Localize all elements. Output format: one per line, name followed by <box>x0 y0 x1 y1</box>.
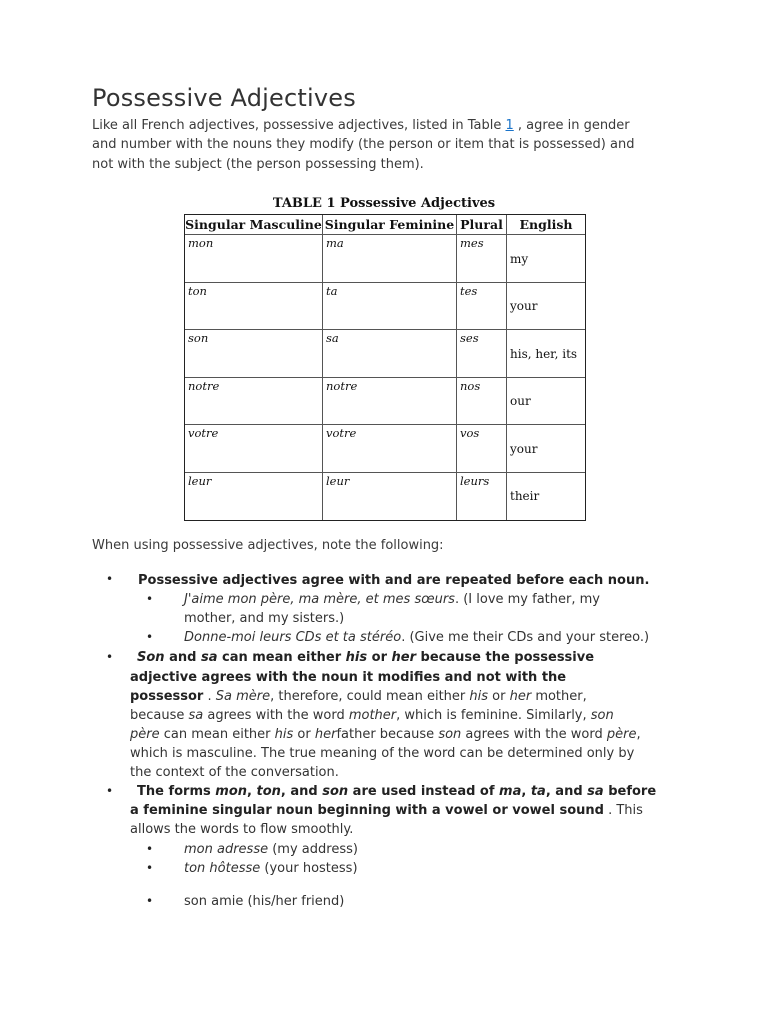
bullet-1-heading: Possessive adjectives agree with and are repeated before each noun. <box>138 573 650 588</box>
example-english: . (Give me their CDs and your stereo.) <box>401 630 650 645</box>
table-cell-french: mes <box>457 235 507 283</box>
table-cell-french: ta <box>323 283 457 331</box>
table-cell-english: his, her, its <box>507 330 585 378</box>
text: , therefore, could mean either <box>270 689 470 704</box>
text: can mean either <box>159 727 275 742</box>
table-cell-french: tes <box>457 283 507 331</box>
text: , and <box>280 784 323 799</box>
word-ma: ma <box>499 784 522 799</box>
intro-text: Like all French adjectives, possessive adjectives, listed in Table <box>92 118 502 133</box>
word-his: his <box>274 727 294 742</box>
table-header-cell: Singular Feminine <box>323 215 457 235</box>
text: . <box>203 689 216 704</box>
text: agrees with the word <box>461 727 607 742</box>
table-cell-french: notre <box>185 378 323 426</box>
example-french: mon adresse <box>184 842 269 857</box>
possessive-adjectives-table <box>184 214 586 521</box>
table-cell-french: sa <box>323 330 457 378</box>
text: or <box>293 727 315 742</box>
example-english: . (I love my father, my <box>454 592 600 607</box>
table-cell-french: leur <box>323 473 457 521</box>
table-row <box>185 235 585 283</box>
example-french: Donne-moi leurs CDs et ta stéréo <box>184 630 402 645</box>
table-row <box>185 283 585 331</box>
word-pere: père <box>130 727 160 742</box>
intro-text-cont: , agree in gender <box>513 118 630 133</box>
text: before <box>603 784 657 799</box>
bullet-3-example-1 <box>184 840 358 859</box>
example-english: (your hostess) <box>260 861 358 876</box>
text: , <box>521 784 531 799</box>
table-cell-french: votre <box>185 425 323 473</box>
table-cell-english: your <box>507 425 585 473</box>
word-son: Son <box>137 650 165 665</box>
bullet-2-line-2: adjective agrees with the noun it modifies and not with the <box>130 670 567 685</box>
table-header-cell: Plural <box>457 215 507 235</box>
bullet-1-example-1 <box>184 590 600 609</box>
text: mother, <box>531 689 587 704</box>
table-cell-english: our <box>507 378 585 426</box>
table-caption: TABLE 1 Possessive Adjectives <box>272 196 496 211</box>
bullet-dot: • <box>106 784 114 798</box>
text: are used instead of <box>348 784 500 799</box>
word-son: son <box>322 784 349 799</box>
word-her: her <box>509 689 532 704</box>
word-sa-mere: Sa mère <box>215 689 271 704</box>
example-french: J'aime mon père, ma mère, et mes sœurs <box>184 592 455 607</box>
sub-bullet-dot: • <box>146 842 154 856</box>
table-row <box>185 473 585 521</box>
text: can mean either <box>217 650 346 665</box>
text: , <box>636 727 641 742</box>
word-possessor: possessor <box>130 689 204 704</box>
text: , and <box>545 784 588 799</box>
bullet-dot: • <box>106 650 114 664</box>
table-header-row <box>185 215 585 235</box>
sub-bullet-dot: • <box>146 861 154 875</box>
table-cell-french: nos <box>457 378 507 426</box>
text: because the possessive <box>416 650 595 665</box>
bullet-2-line-4 <box>130 706 614 725</box>
table-cell-french: ses <box>457 330 507 378</box>
table-row <box>185 378 585 426</box>
word-her: her <box>314 727 337 742</box>
bullet-1-example-2 <box>184 628 649 647</box>
table-cell-french: son <box>185 330 323 378</box>
text: , which is feminine. Similarly, <box>396 708 591 723</box>
table-cell-english: my <box>507 235 585 283</box>
word-sa: sa <box>188 708 204 723</box>
intro-paragraph <box>92 116 692 174</box>
text: or <box>488 689 510 704</box>
example-english: (my address) <box>268 842 358 857</box>
word-her: her <box>391 650 417 665</box>
table-link[interactable]: 1 <box>505 118 514 133</box>
table-cell-french: leur <box>185 473 323 521</box>
table-cell-french: notre <box>323 378 457 426</box>
bullet-3-line-1 <box>137 782 656 801</box>
table-cell-french: ton <box>185 283 323 331</box>
bullet-2-line-6: which is masculine. The true meaning of the word can be determined only by <box>130 746 635 761</box>
text: and <box>164 650 201 665</box>
text: . This <box>603 803 643 818</box>
word-his: his <box>345 650 368 665</box>
table-cell-english: your <box>507 283 585 331</box>
text: agrees with the word <box>203 708 349 723</box>
page-title: Possessive Adjectives <box>92 84 356 112</box>
table-cell-french: mon <box>185 235 323 283</box>
text: , <box>247 784 257 799</box>
table-cell-french: votre <box>323 425 457 473</box>
word-his: his <box>469 689 489 704</box>
sub-bullet-dot: • <box>146 894 154 908</box>
table-row <box>185 425 585 473</box>
sub-bullet-dot: • <box>146 630 154 644</box>
bullet-3-bold: a feminine singular noun beginning with a vowel or vowel sound <box>130 803 604 818</box>
word-ton: ton <box>256 784 281 799</box>
bullet-3-line-3: allows the words to flow smoothly. <box>130 822 354 837</box>
word-mon: mon <box>215 784 248 799</box>
bullet-2-line-3 <box>130 687 587 706</box>
sub-bullet-dot: • <box>146 592 154 606</box>
word-son: son <box>590 708 614 723</box>
note-text: When using possessive adjectives, note the following: <box>92 538 444 553</box>
word-ta: ta <box>530 784 546 799</box>
table-cell-french: leurs <box>457 473 507 521</box>
text: because <box>130 708 189 723</box>
table-header-cell: Singular Masculine <box>185 215 323 235</box>
table-row <box>185 330 585 378</box>
word-sa: sa <box>587 784 604 799</box>
bullet-2-line-1 <box>137 648 594 667</box>
table-header-cell: English <box>507 215 585 235</box>
bullet-3-example-3: son amie (his/her friend) <box>184 894 345 909</box>
bullet-2-line-5 <box>130 725 641 744</box>
word-pere: père <box>606 727 637 742</box>
bullet-1-example-1-cont: mother, and my sisters.) <box>184 611 345 626</box>
example-french: ton hôtesse <box>184 861 261 876</box>
intro-line-3: not with the subject (the person possessing them). <box>92 156 424 172</box>
table-cell-english: their <box>510 489 540 504</box>
word-sa: sa <box>200 650 218 665</box>
table-cell-french: ma <box>323 235 457 283</box>
text: The forms <box>137 784 216 799</box>
bullet-3-line-2 <box>130 801 643 820</box>
text: father because <box>336 727 439 742</box>
intro-line-2: and number with the nouns they modify (the person or item that is possessed) and <box>92 137 635 153</box>
bullet-dot: • <box>106 572 114 586</box>
text: or <box>367 650 392 665</box>
table-cell-french: vos <box>457 425 507 473</box>
bullet-2-line-7: the context of the conversation. <box>130 765 339 780</box>
bullet-3-example-2 <box>184 859 358 878</box>
word-mother: mother <box>348 708 397 723</box>
word-son: son <box>438 727 462 742</box>
